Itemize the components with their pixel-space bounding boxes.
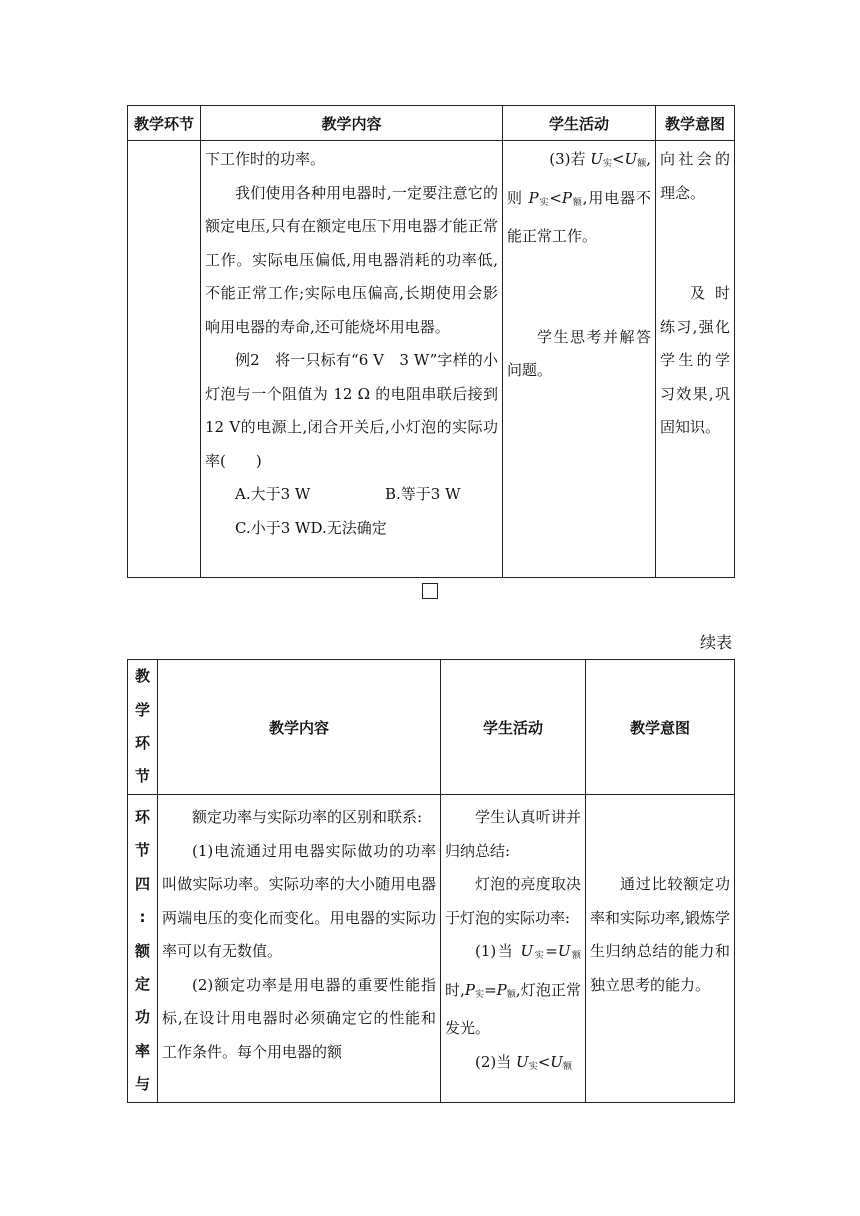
header-activity: 学生活动 xyxy=(441,660,586,795)
content-paragraph: (2)额定功率是用电器的重要性能指标,在设计用电器时必须确定它的性能和工作条件。每个用电器的额 xyxy=(162,975,436,1061)
header-intent: 教学意图 xyxy=(656,106,735,141)
table-row xyxy=(128,795,735,1103)
lesson-table-1 xyxy=(127,105,735,578)
content-paragraph: 我们使用各种用电器时,一定要注意它的额定电压,只有在额定电压下用电器才能正常工作。实际电压偏低,用电器消耗的功率低,不能正常工作;实际电压偏高,长期使用会影响用电器的寿命,还可能烧坏用电器。 xyxy=(205,183,498,336)
activity-paragraph: 学生认真听讲并归纳总结: xyxy=(445,808,581,860)
intent-cell xyxy=(586,795,735,1103)
intent-cell xyxy=(656,141,735,578)
header-content: 教学内容 xyxy=(201,106,503,141)
activity-cell xyxy=(441,795,586,1103)
content-cell xyxy=(201,141,503,578)
header-row xyxy=(128,660,735,795)
activity-conclusion-3: 则 $P_实<P_额$,用电器不能正常工作。 xyxy=(507,188,651,245)
stage-cell xyxy=(128,141,201,578)
activity-condition-1: (1)当 $U_实=U_额$时$,P_实=P_额$,灯泡正常发光。 xyxy=(445,942,581,1037)
options-row-1 xyxy=(205,478,498,512)
option-c: C.小于3 W xyxy=(235,518,311,537)
header-stage: 教 学 环 节 xyxy=(128,660,158,795)
activity-think: 学生思考并解答问题。 xyxy=(507,327,651,379)
activity-cell xyxy=(503,141,656,578)
table-row xyxy=(128,141,735,578)
header-stage: 教学环节 xyxy=(128,106,201,141)
header-intent: 教学意图 xyxy=(586,660,735,795)
content-cell xyxy=(158,795,441,1103)
option-a: A.大于3 W xyxy=(235,485,311,503)
stage-label: 环 节 四 : 额 定 功 率 与 xyxy=(134,808,150,1094)
example-question: 例2 将一只标有“6 V 3 W”字样的小灯泡与一个阻值为 12 Ω 的电阻串联后接到12 V的电源上,闭合开关后,小灯泡的实际功率( ) xyxy=(205,351,498,470)
intent-top: 向社会的理念。 xyxy=(660,150,730,202)
option-b: B.等于3 W xyxy=(385,485,461,503)
header-row xyxy=(128,106,735,141)
activity-paragraph: 灯泡的亮度取决于灯泡的实际功率: xyxy=(445,875,581,927)
activity-condition-2: (2)当 $U_实<U_额$ xyxy=(475,1052,572,1072)
continued-label: 续表 xyxy=(699,633,732,652)
content-paragraph: (1)电流通过用电器实际做功的功率叫做实际功率。实际功率的大小随用电器两端电压的变化而变化。用电器的实际功率可以有无数值。 xyxy=(162,841,436,960)
intent-paragraph: 通过比较额定功率和实际功率,锻炼学生归纳总结的能力和独立思考的能力。 xyxy=(590,875,730,994)
intent-bottom: 及时练习,强化学生的学习效果,巩固知识。 xyxy=(660,284,730,436)
lesson-table-2 xyxy=(127,659,735,1103)
header-content: 教学内容 xyxy=(158,660,441,795)
stage-cell xyxy=(128,795,158,1103)
header-activity: 学生活动 xyxy=(503,106,656,141)
option-d: D.无法确定 xyxy=(310,518,387,537)
content-line: 下工作时的功率。 xyxy=(205,150,326,168)
options-row-2 xyxy=(205,512,498,546)
activity-condition-3: (3)若 $U_实<U_额$, xyxy=(549,150,651,169)
content-paragraph: 额定功率与实际功率的区别和联系: xyxy=(192,808,423,826)
page-marker-box xyxy=(422,583,438,599)
